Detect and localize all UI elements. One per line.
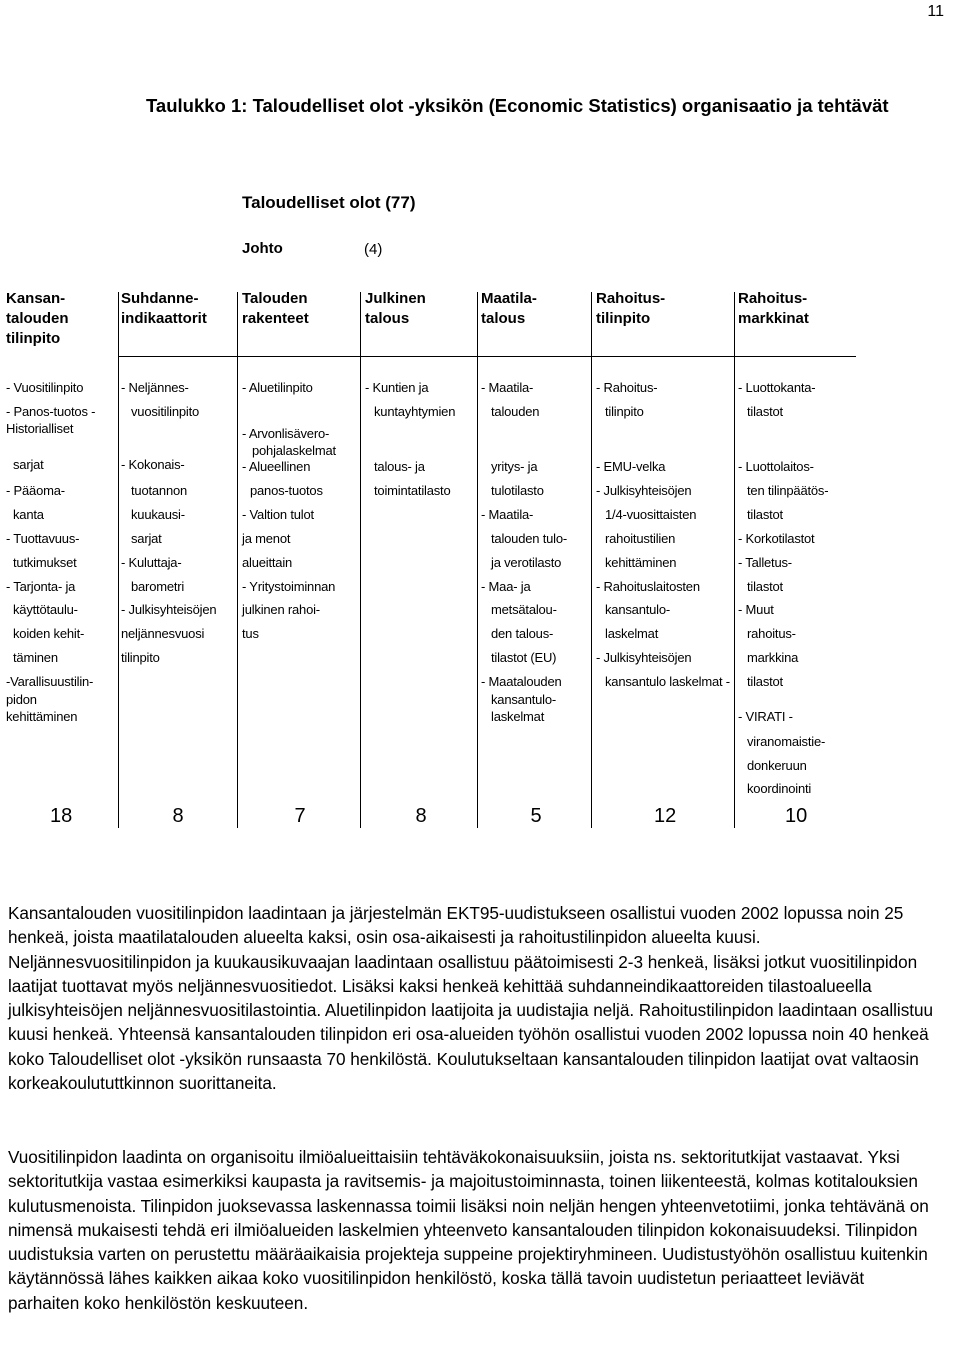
unit-task: julkinen rahoi- <box>242 602 320 617</box>
unit-staff-count: 10 <box>785 805 808 827</box>
unit-task: sarjat <box>131 531 162 546</box>
unit-task: ja menot <box>242 531 291 546</box>
unit-task: - EMU-velka <box>596 459 666 474</box>
header-rule <box>118 356 856 357</box>
unit-task: markkina <box>747 650 799 665</box>
unit-task: - Kuntien ja <box>365 380 429 395</box>
unit-task: tilastot <box>747 507 783 522</box>
unit-staff-count: 12 <box>654 805 677 827</box>
unit-task: - Julkisyhteisöjen <box>596 483 692 498</box>
unit-header: Rahoitus- tilinpito <box>596 290 666 327</box>
unit-task: - Aluetilinpito <box>242 380 313 395</box>
unit-staff-count: 7 <box>294 805 306 827</box>
column-divider <box>360 292 361 828</box>
unit-task: tilinpito <box>121 650 160 665</box>
unit-task: rahoitus- <box>747 626 796 641</box>
unit-task: - Rahoituslaitosten <box>596 579 700 594</box>
unit-task: koordinointi <box>747 781 812 796</box>
unit-task: - Alueellinen <box>242 459 311 474</box>
unit-task: neljännesvuosi <box>121 626 205 641</box>
column-divider <box>591 292 592 828</box>
table-title: Taulukko 1: Taloudelliset olot -yksikön (Economic Statistics) organisaatio ja tehtävät <box>146 95 889 116</box>
lead-label: Johto <box>242 240 283 257</box>
unit-task: alueittain <box>242 555 293 570</box>
unit-task: tutkimukset <box>13 555 77 570</box>
unit-task: vuositilinpito <box>131 404 200 419</box>
unit-task: tilinpito <box>605 404 644 419</box>
unit-task: pidon <box>6 692 37 707</box>
unit-task: - Pääoma- <box>6 483 65 498</box>
unit-task: - Arvonlisävero- <box>242 426 330 441</box>
unit-task: - Rahoitus- <box>596 380 658 395</box>
unit-task: donkeruun <box>747 758 807 773</box>
unit-header: Maatila- talous <box>481 290 537 327</box>
unit-task: talouden <box>491 404 540 419</box>
unit-task: - Tuottavuus- <box>6 531 80 546</box>
unit-task: tilastot (EU) <box>491 650 557 665</box>
unit-task: - Kokonais- <box>121 457 185 472</box>
column-divider <box>734 292 735 828</box>
unit-staff-count: 8 <box>172 805 184 827</box>
unit-task: - Neljännes- <box>121 380 189 395</box>
unit-task: viranomaistie- <box>747 734 826 749</box>
unit-task: - VIRATI - <box>738 709 793 724</box>
body-paragraph: Vuositilinpidon laadinta on organisoitu ilmiöalueittaisiin tehtäväkokonaisuuksiin, joista ns. sektoritutkijat vastaavat. Yksi sektoritutkija vastaa esimerkiksi kaupasta ja ravitsemis- ja majoitustoiminnasta, toinen liikenteestä, kolmas kotitalouksien kulutusmenoista. Tilinpidon juoksevassa laskennassa toimii lisäksi noin neljän hengen yhteenvetotiimi, jonka tehtävänä on nimensä mukaisesti tehdä eri ilmiöalueiden laskelmien yhteenveto kansantalouden tilinpidon kokonaisuudeksi. Tilinpidon uudistuksia varten on perustettu määräaikaisia projekteja suppeine projektiryhmineen. Uudistustyöhön osallistuu kuitenkin käytännössä lähes kaikken aikaa koko vuositilinpidon henkilöstö, koska tällä tavoin uudistetun periaatteet leviävät parhaiten koko henkilöstön keskuuteen. <box>8 1147 929 1313</box>
unit-task: täminen <box>13 650 58 665</box>
unit-task: ja verotilasto <box>491 555 562 570</box>
unit-task: kuntayhtymien <box>374 404 456 419</box>
unit-task: kansantulo laskelmat - <box>605 674 730 689</box>
unit-header: Julkinen talous <box>365 290 426 327</box>
unit-task: kehittäminen <box>6 709 78 724</box>
unit-task: - Julkisyhteisöjen <box>121 602 217 617</box>
unit-task: - Vuositilinpito <box>6 380 84 395</box>
unit-task: toimintatilasto <box>374 483 451 498</box>
unit-task: - Tarjonta- ja <box>6 579 76 594</box>
unit-task: - Talletus- <box>738 555 792 570</box>
unit-task: käyttötaulu- <box>13 602 78 617</box>
page-number: 11 <box>927 3 944 20</box>
unit-task: yritys- ja <box>491 459 538 474</box>
org-name: Taloudelliset olot (77) <box>242 193 416 212</box>
column-divider <box>237 292 238 828</box>
unit-task: sarjat <box>13 457 44 472</box>
unit-task: kansantulo- <box>491 692 557 707</box>
unit-task: - Maa- ja <box>481 579 531 594</box>
unit-task: tilastot <box>747 404 783 419</box>
unit-task: - Valtion tulot <box>242 507 314 522</box>
unit-task: 1/4-vuosittaisten <box>605 507 697 522</box>
unit-task: - Korkotilastot <box>738 531 815 546</box>
unit-task: metsätalou- <box>491 602 557 617</box>
unit-task: rahoitustilien <box>605 531 676 546</box>
unit-task: koiden kehit- <box>13 626 85 641</box>
unit-task: den talous- <box>491 626 554 641</box>
unit-header: Kansan- talouden tilinpito <box>6 290 69 347</box>
unit-task: - Panos-tuotos - <box>6 404 96 419</box>
unit-staff-count: 18 <box>50 805 73 827</box>
unit-task: kehittäminen <box>605 555 677 570</box>
unit-task: Historialliset <box>6 421 74 436</box>
unit-task: tilastot <box>747 674 783 689</box>
unit-staff-count: 8 <box>415 805 427 827</box>
unit-task: kanta <box>13 507 44 522</box>
unit-task: panos-tuotos <box>250 483 323 498</box>
unit-task: -Varallisuustilin- <box>6 674 94 689</box>
lead-count: (4) <box>364 241 383 258</box>
unit-task: tulotilasto <box>491 483 544 498</box>
unit-task: - Yritystoiminnan <box>242 579 336 594</box>
unit-task: - Luottokanta- <box>738 380 816 395</box>
unit-task: kansantulo- <box>605 602 671 617</box>
body-paragraph: Kansantalouden vuositilinpidon laadintaan ja järjestelmän EKT95-uudistukseen osallistui vuoden 2002 lopussa noin 25 henkeä, joista maatilatalouden alueelta kaksi, osin osa-aikaisesti ja rahoitustilinpidon alueelta kuusi. Neljännesvuositilinpidon ja kuukausikuvaajan laadintaan osallistuu päätoimisesti 2-3 henkeä, lisäksi jotkut vuositilinpidon laatijat tuottavat myös neljännesvuositiedot. Lisäksi kaksi henkeä kehittää suhdanneindikaattoreiden tilastoalueella julkisyhteisöjen neljännesvuositilastointia. Aluetilinpidon laatijoita ja uudistajia neljä. Rahoitustilinpidon laadintaan osallistuu kuusi henkeä. Yhteensä kansantalouden tilinpidon eri osa-alueiden työhön osallistui vuoden 2002 lopussa noin 40 henkeä koko Taloudelliset olot -yksikön runsaasta 70 henkilöstä. Koulutukseltaan kansantalouden tilinpidon laatijat ovat valtaosin korkeakoulututtkinnon suorittaneita. <box>8 903 933 1094</box>
unit-header: Rahoitus- markkinat <box>738 290 809 327</box>
unit-task: barometri <box>131 579 185 594</box>
column-divider <box>477 292 478 828</box>
unit-task: tuotannon <box>131 483 188 498</box>
unit-task: kuukausi- <box>131 507 185 522</box>
unit-task: - Julkisyhteisöjen <box>596 650 692 665</box>
unit-task: - Maatila- <box>481 380 534 395</box>
unit-task: laskelmat <box>491 709 545 724</box>
unit-task: talous- ja <box>374 459 425 474</box>
unit-task: tilastot <box>747 579 783 594</box>
unit-header: Talouden rakenteet <box>242 290 309 327</box>
unit-task: pohjalaskelmat <box>252 443 336 458</box>
unit-staff-count: 5 <box>530 805 542 827</box>
unit-task: - Muut <box>738 602 774 617</box>
unit-task: talouden tulo- <box>491 531 567 546</box>
unit-header: Suhdanne- indikaattorit <box>121 290 207 327</box>
unit-task: - Kuluttaja- <box>121 555 182 570</box>
unit-task: laskelmat <box>605 626 659 641</box>
unit-task: tus <box>242 626 259 641</box>
unit-task: ten tilinpäätös- <box>747 483 829 498</box>
unit-task: - Maatalouden <box>481 674 562 689</box>
unit-task: - Luottolaitos- <box>738 459 814 474</box>
column-divider <box>118 292 119 828</box>
unit-task: - Maatila- <box>481 507 534 522</box>
